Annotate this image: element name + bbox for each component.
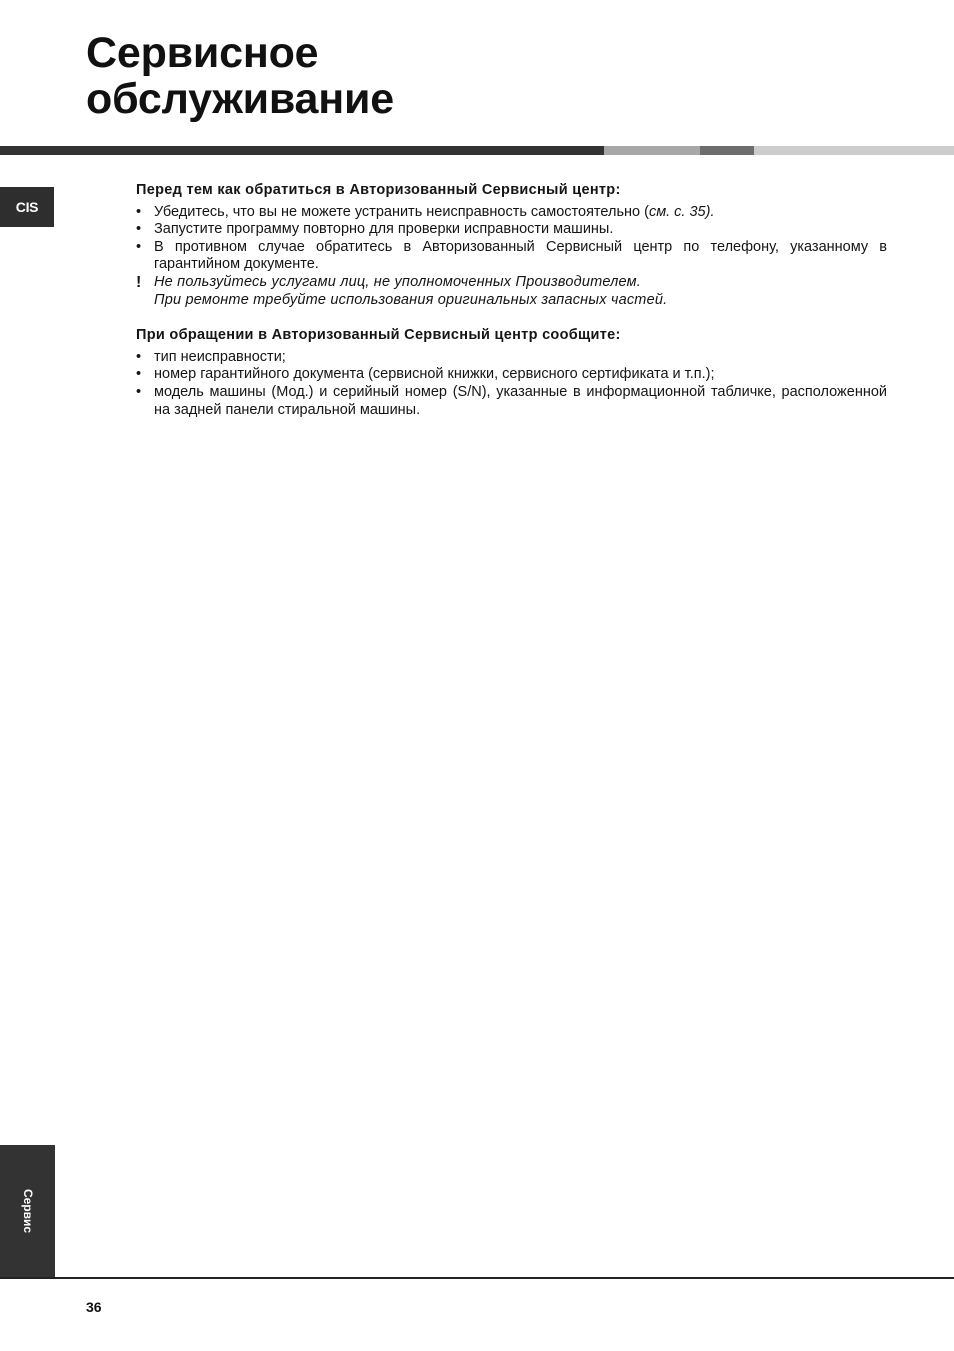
main-content — [136, 182, 887, 419]
bullet-icon: • — [136, 383, 142, 400]
list-item — [136, 204, 887, 222]
list-item-text: В противном случае обратитесь в Авторизованный Сервисный центр по телефону, указанному в гарантийном документе. — [154, 238, 887, 273]
bullet-icon: • — [136, 221, 142, 238]
page-title-line2: обслуживание — [86, 75, 394, 123]
list-item-text: тип неисправности; — [154, 348, 286, 365]
page-title-line1: Сервисное — [86, 29, 319, 77]
language-tab — [0, 187, 54, 227]
list-item-text: модель машины (Мод.) и серийный номер (S/N), указанные в информационной табличке, расположенной на задней панели стиральной машины. — [154, 383, 887, 418]
section-side-tab-label: Сервис — [20, 1188, 35, 1234]
bullet-icon: • — [136, 366, 142, 383]
warning-note — [136, 274, 887, 309]
warning-icon: ! — [136, 273, 142, 291]
bullet-list — [136, 349, 887, 419]
language-tab-label: CIS — [15, 199, 39, 215]
section-side-tab — [0, 1145, 55, 1277]
section-heading: Перед тем как обратиться в Авторизованный Сервисный центр: — [136, 182, 621, 198]
page-number: 36 — [86, 1299, 102, 1315]
warning-note-line1: Не пользуйтесь услугами лиц, не уполномоченных Производителем. — [154, 273, 642, 290]
page-title — [86, 30, 394, 122]
page-reference: см. с. 35). — [648, 203, 715, 220]
bullet-icon: • — [136, 348, 142, 365]
header-rule-mid — [604, 146, 700, 155]
footer-rule — [0, 1277, 954, 1279]
list-item — [136, 384, 887, 419]
header-rule-dark — [0, 146, 604, 155]
section-what-to-report — [136, 327, 887, 419]
header-rule-light — [754, 146, 954, 155]
list-item — [136, 366, 887, 384]
bullet-icon: • — [136, 238, 142, 255]
list-item-text: Запустите программу повторно для проверки исправности машины. — [154, 221, 614, 238]
warning-note-line2: При ремонте требуйте использования оригинальных запасных частей. — [154, 291, 668, 308]
list-item-text: номер гарантийного документа (сервисной книжки, сервисного сертификата и т.п.); — [154, 366, 715, 383]
bullet-icon: • — [136, 203, 142, 220]
section-heading: При обращении в Авторизованный Сервисный центр сообщите: — [136, 327, 621, 344]
section-before-contact — [136, 182, 887, 309]
list-item — [136, 221, 887, 239]
list-item — [136, 349, 887, 367]
bullet-list — [136, 204, 887, 274]
list-item — [136, 239, 887, 274]
header-rule-mid-dark — [700, 146, 754, 155]
list-item-text: Убедитесь, что вы не можете устранить неисправность самостоятельно ( — [154, 203, 649, 220]
